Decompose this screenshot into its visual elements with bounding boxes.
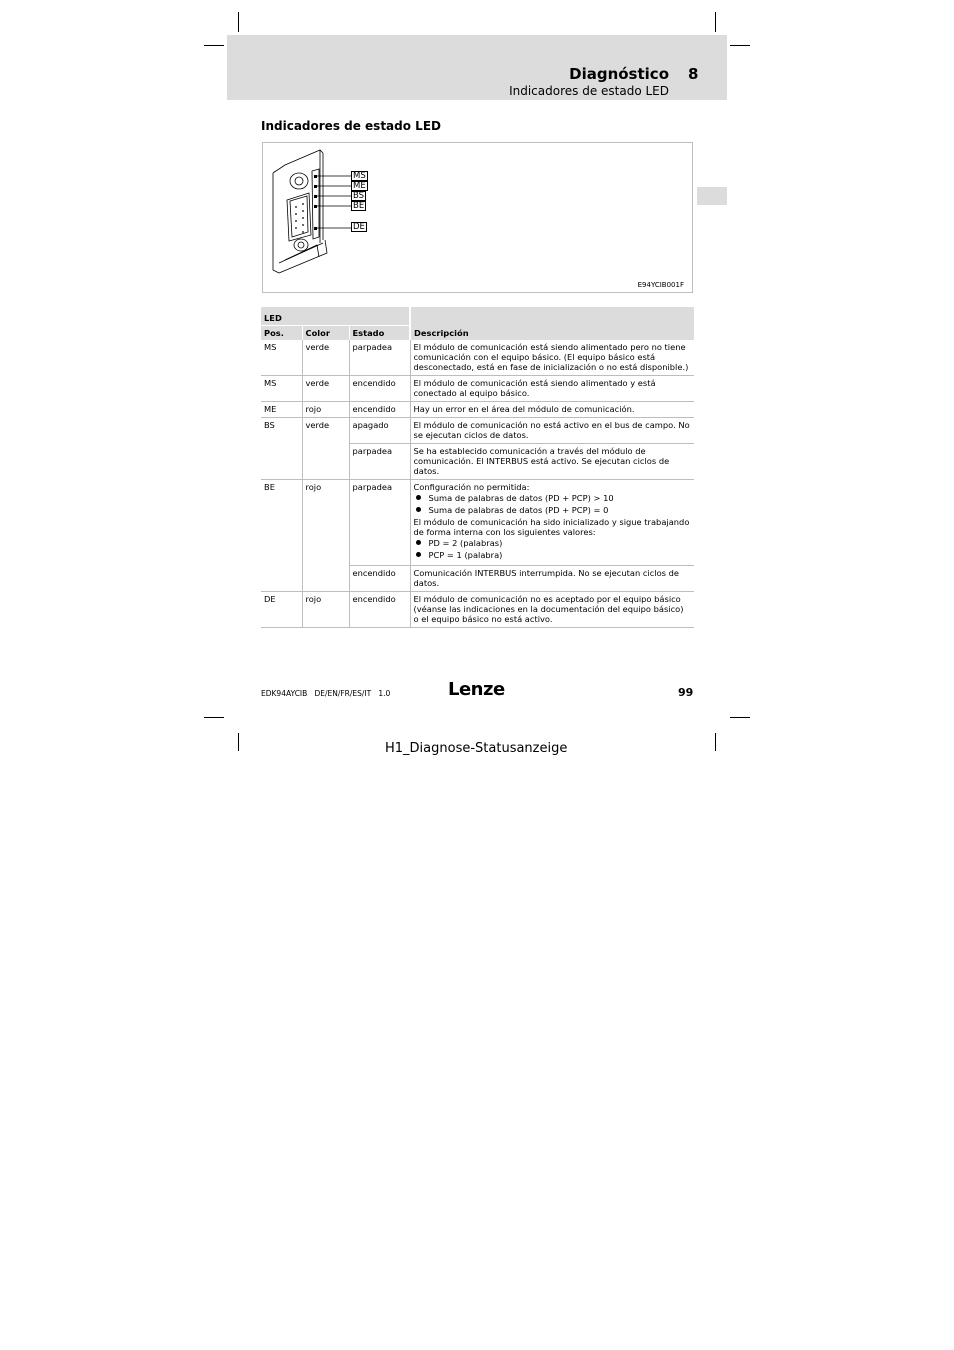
cell-description (410, 480, 694, 566)
figure-code: E94YCIB001F (637, 281, 684, 289)
led-status-table (261, 307, 694, 628)
table-header-color: Color (302, 326, 349, 341)
cell-description: El módulo de comunicación está siendo alimentado pero no tiene comunicación con el equipo básico. (El equipo básico está desconectado, está en fase de inicialización o no está disponible.) (410, 340, 694, 376)
table-row (261, 480, 694, 566)
led-label-me: ME (353, 181, 366, 191)
table-row (261, 376, 694, 402)
crop-mark (730, 717, 750, 718)
page-number: 99 (678, 686, 694, 699)
file-label: H1_Diagnose-Statusanzeige (385, 741, 568, 756)
cell-description: El módulo de comunicación está siendo alimentado y está conectado al equipo básico. (410, 376, 694, 402)
cell-state: encendido (349, 402, 410, 418)
crop-mark (730, 45, 750, 46)
crop-mark (238, 733, 239, 751)
description-middle: El módulo de comunicación ha sido inicializado y sigue trabajando de forma interna con los siguientes valores: (413, 517, 690, 537)
table-header-pos: Pos. (261, 326, 302, 341)
crop-mark (715, 733, 716, 751)
table-row (261, 402, 694, 418)
crop-mark (204, 717, 224, 718)
cell-color: verde (302, 340, 349, 376)
cell-description: El módulo de comunicación no es aceptado por el equipo básico (véanse las indicaciones en la documentación del equipo básico) o el equipo básico no está activo. (410, 592, 694, 628)
cell-color: rojo (302, 592, 349, 628)
cell-color: verde (302, 418, 349, 480)
list-item: Suma de palabras de datos (PD + PCP) > 10 (414, 493, 692, 503)
chapter-side-tab (697, 187, 727, 205)
cell-pos: ME (261, 402, 302, 418)
lenze-logo: Lenze (448, 679, 505, 700)
table-row (261, 340, 694, 376)
cell-state: parpadea (349, 444, 410, 480)
cell-description: Comunicación INTERBUS interrumpida. No se ejecutan ciclos de datos. (410, 566, 694, 592)
table-row (261, 418, 694, 444)
cell-pos: BE (261, 480, 302, 592)
cell-state: encendido (349, 566, 410, 592)
chapter-number: 8 (688, 65, 699, 83)
footer-doc-id: EDK94AYCIB DE/EN/FR/ES/IT 1.0 (261, 689, 391, 698)
table-header-state: Estado (349, 326, 410, 341)
cell-description: El módulo de comunicación no está activo en el bus de campo. No se ejecutan ciclos de datos. (410, 418, 694, 444)
list-item: PCP = 1 (palabra) (414, 550, 692, 560)
description-intro: Configuración no permitida: (413, 482, 530, 492)
cell-state: apagado (349, 418, 410, 444)
bullet-list (414, 493, 692, 515)
crop-mark (238, 12, 239, 32)
cell-color: verde (302, 376, 349, 402)
table-row (261, 592, 694, 628)
connector-drawing (265, 145, 385, 285)
chapter-subtitle: Indicadores de estado LED (509, 84, 669, 98)
cell-state: encendido (349, 376, 410, 402)
cell-pos: BS (261, 418, 302, 480)
cell-state: parpadea (349, 480, 410, 566)
table-group-header-led: LED (261, 307, 410, 326)
section-title: Indicadores de estado LED (261, 119, 441, 133)
cell-description: Hay un error en el área del módulo de comunicación. (410, 402, 694, 418)
led-label-bs: BS (353, 191, 365, 201)
cell-pos: MS (261, 376, 302, 402)
cell-state: encendido (349, 592, 410, 628)
led-label-de: DE (353, 222, 365, 232)
cell-pos: MS (264, 342, 277, 352)
chapter-title: Diagnóstico (569, 65, 669, 83)
led-figure (262, 142, 693, 293)
led-label-ms: MS (353, 171, 366, 181)
crop-mark (204, 45, 224, 46)
cell-description: Se ha establecido comunicación a través del módulo de comunicación. El INTERBUS está activo. Se ejecutan ciclos de datos. (410, 444, 694, 480)
list-item: PD = 2 (palabras) (414, 538, 692, 548)
led-label-be: BE (353, 201, 365, 211)
crop-mark (715, 12, 716, 32)
cell-pos: DE (261, 592, 302, 628)
cell-color: rojo (302, 402, 349, 418)
cell-state: parpadea (349, 340, 410, 376)
cell-color: rojo (302, 480, 349, 592)
list-item: Suma de palabras de datos (PD + PCP) = 0 (414, 505, 692, 515)
bullet-list (414, 538, 692, 560)
table-header-description: Descripción (410, 307, 694, 340)
